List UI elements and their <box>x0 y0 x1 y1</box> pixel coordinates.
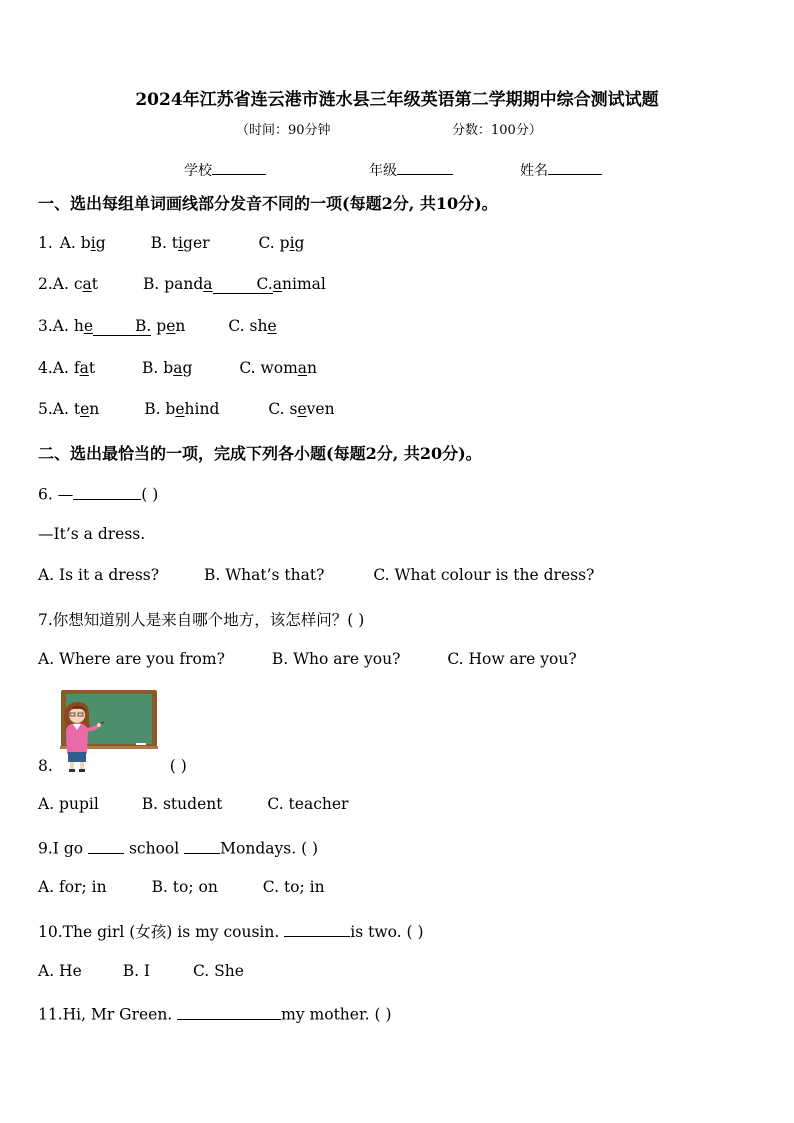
option-c[interactable]: C. <box>213 275 273 294</box>
option-a[interactable]: A. Is it a dress? <box>38 566 160 584</box>
question-8-options <box>38 795 348 813</box>
option-b[interactable]: B. Who are you? <box>271 650 401 668</box>
option-b[interactable]: B. panda <box>142 275 213 293</box>
option-a[interactable]: A. ten <box>52 400 100 418</box>
option-c[interactable]: C. to; in <box>262 878 325 896</box>
option-c[interactable]: C. woman <box>239 359 318 377</box>
question-4: 4.A. fat B. bag C. woman <box>38 359 318 377</box>
question-11: 11.Hi, Mr Green. my mother. ( ) <box>38 1003 392 1024</box>
question-9-options <box>38 878 325 896</box>
grade-field[interactable] <box>369 160 453 180</box>
option-a[interactable]: A. for; in <box>38 878 107 896</box>
option-b[interactable]: B. student <box>141 795 223 813</box>
option-a[interactable]: A. big <box>59 234 106 252</box>
option-a[interactable]: A. He <box>38 962 82 980</box>
question-10: 10.The girl (女孩) is my cousin. is two. ( ) <box>38 920 424 942</box>
answer-paren[interactable]: ( ) <box>169 757 187 775</box>
name-label: 姓名 <box>520 163 548 179</box>
answer-blank[interactable] <box>88 837 124 854</box>
option-b[interactable]: B. I <box>122 962 151 980</box>
question-3: 3.A. he B. pen C. she <box>38 317 277 335</box>
name-field[interactable] <box>520 160 602 180</box>
answer-blank[interactable] <box>177 1003 281 1020</box>
question-1: 1. A. big B. tiger C. pig <box>38 234 305 252</box>
option-a[interactable]: A. cat <box>52 275 99 293</box>
section-2-title: 二、选出最恰当的一项，完成下列各小题(每题2分, 共20分)。 <box>38 444 482 463</box>
option-c[interactable]: C. seven <box>268 400 335 418</box>
question-2: 2.A. cat B. panda C.animal <box>38 275 326 293</box>
option-c[interactable]: C. She <box>193 962 244 980</box>
exam-time: （时间：90分钟 <box>236 123 331 138</box>
answer-blank[interactable] <box>284 921 350 938</box>
question-8: 8. ( ) <box>38 757 187 775</box>
answer-blank[interactable] <box>73 483 141 500</box>
option-a[interactable]: A. he <box>52 317 94 335</box>
grade-label: 年级 <box>369 163 397 179</box>
question-5: 5.A. ten B. behind C. seven <box>38 400 335 418</box>
option-c[interactable]: C. How are you? <box>447 650 577 668</box>
option-b[interactable]: B. behind <box>144 400 220 418</box>
option-c[interactable]: C. she <box>228 317 277 335</box>
option-b[interactable]: B. <box>93 317 151 336</box>
answer-blank[interactable] <box>184 837 220 854</box>
question-6-options <box>38 566 594 584</box>
question-6: 6. — ( ) <box>38 483 158 504</box>
option-b[interactable]: B. tiger <box>150 234 210 252</box>
question-6-dialog: —It’s a dress. <box>38 525 146 543</box>
option-a[interactable]: A. fat <box>52 359 96 377</box>
answer-paren[interactable]: ( ) <box>141 485 159 504</box>
question-9: 9.I go school Mondays. ( ) <box>38 837 318 858</box>
option-c[interactable]: C. What colour is the dress? <box>373 566 595 584</box>
question-10-options <box>38 962 244 980</box>
school-label: 学校 <box>184 163 212 179</box>
option-c[interactable]: C. teacher <box>267 795 349 813</box>
section-1-title: 一、选出每组单词画线部分发音不同的一项(每题2分, 共10分)。 <box>38 194 498 213</box>
question-7-options <box>38 650 577 668</box>
option-b[interactable]: B. bag <box>142 359 193 377</box>
exam-score: 分数：100分） <box>452 123 542 138</box>
school-field[interactable] <box>184 160 266 180</box>
option-a[interactable]: A. Where are you from? <box>38 650 225 668</box>
option-b[interactable]: B. What’s that? <box>204 566 325 584</box>
option-a[interactable]: A. pupil <box>38 795 99 813</box>
option-b[interactable]: B. to; on <box>151 878 218 896</box>
page-title: 2024年江苏省连云港市涟水县三年级英语第二学期期中综合测试试题 <box>135 90 659 110</box>
question-7: 7.你想知道别人是来自哪个地方，该怎样问？( ) <box>38 611 365 629</box>
option-c[interactable]: C. pig <box>258 234 305 252</box>
